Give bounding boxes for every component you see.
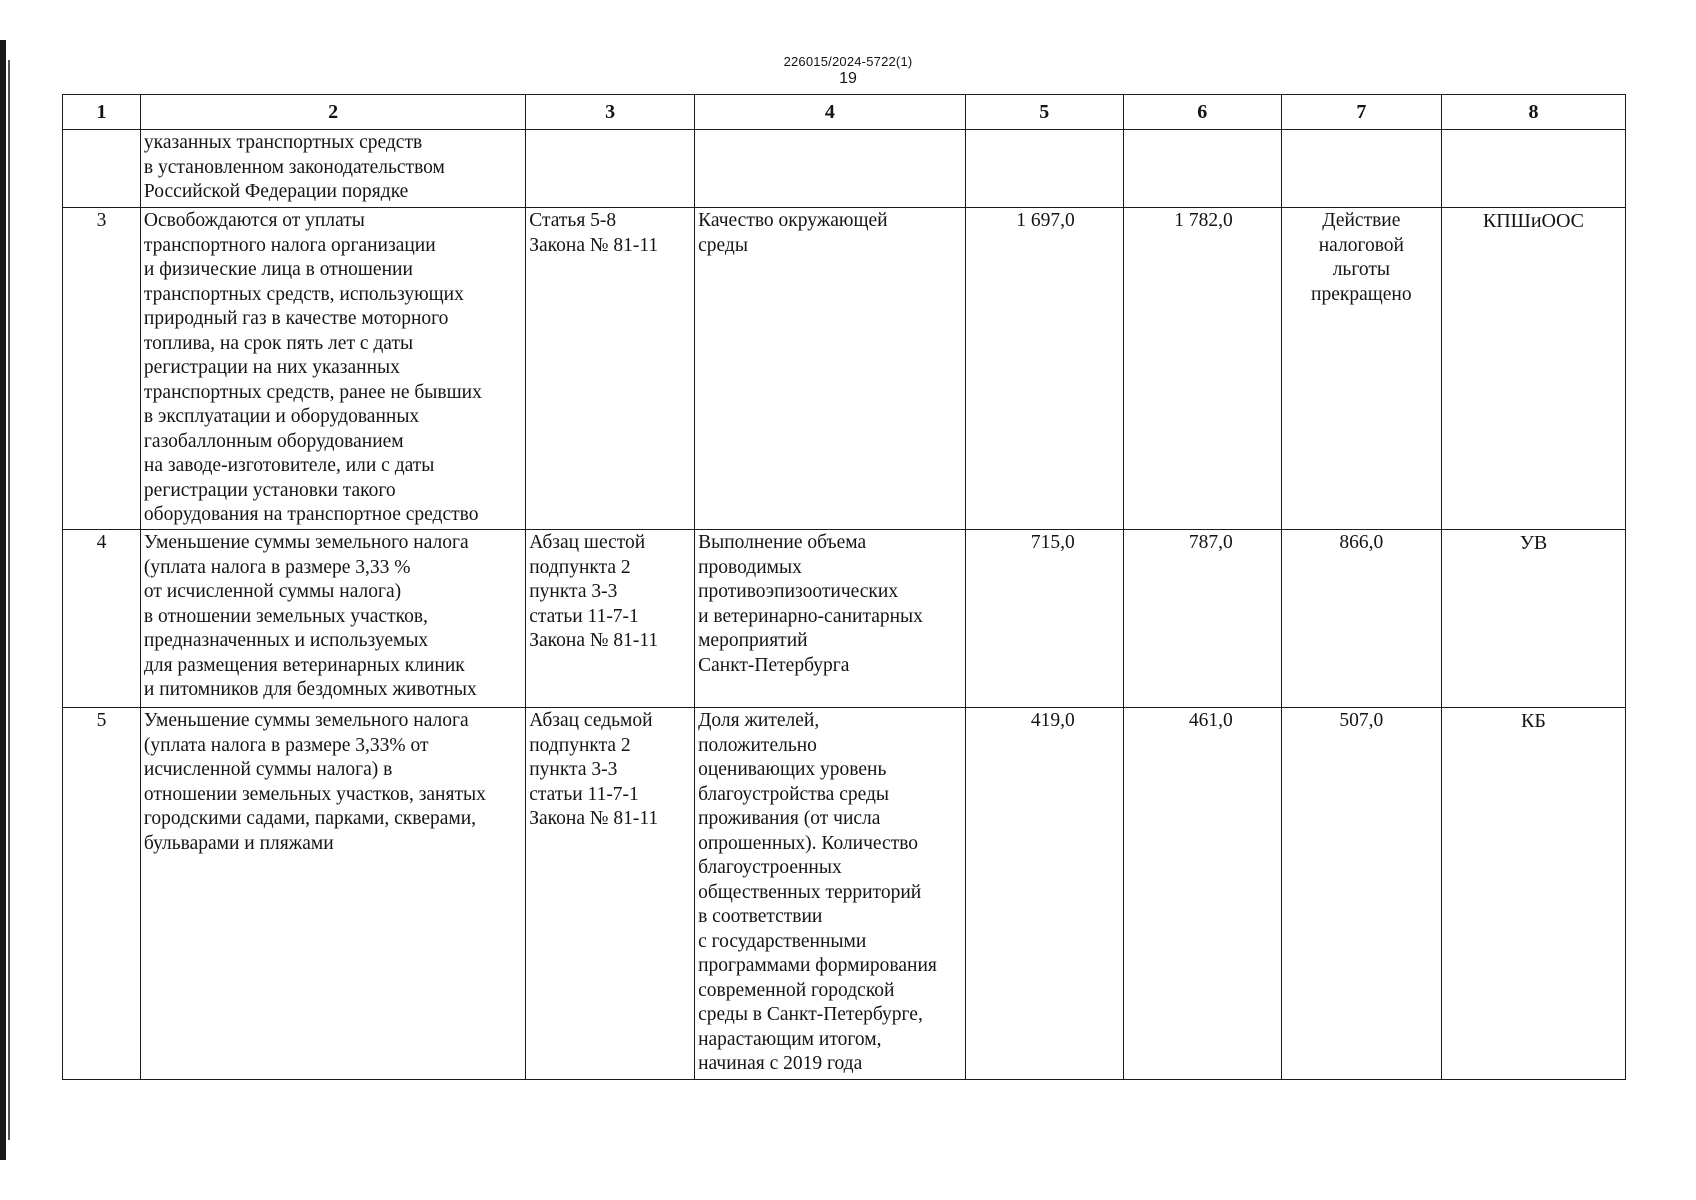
column-header-5: 5 [965, 95, 1123, 130]
column-header-6: 6 [1123, 95, 1281, 130]
row-number [63, 130, 141, 208]
value-col7 [1281, 130, 1441, 208]
benefit-description: Уменьшение суммы земельного налога (уплата налога в размере 3,33 % от исчисленной суммы налога) в отношении земельных участков, предназначенных и используемых для размещения ветеринарных клиник и питомников для бездомных животных [140, 530, 525, 708]
benefits-table [62, 94, 1626, 1080]
legal-basis [526, 130, 695, 208]
header-row [63, 95, 1626, 130]
value-col5: 715,0 [965, 530, 1123, 708]
curator-code: КБ [1441, 708, 1625, 1080]
value-col7: Действие налоговой льготы прекращено [1281, 208, 1441, 530]
target-indicator: Доля жителей, положительно оценивающих уровень благоустройства среды проживания (от числа опрошенных). Количество благоустроенных общественных территорий в соответствии с государственными программами формирования современной городской среды в Санкт-Петербурге, нарастающим итогом, начиная с 2019 года [695, 708, 966, 1080]
curator-code [1441, 130, 1625, 208]
document-id: 226015/2024-5722(1) [783, 54, 913, 69]
legal-basis: Абзац седьмой подпункта 2 пункта 3-3 статьи 11-7-1 Закона № 81-11 [526, 708, 695, 1080]
benefit-description: Освобождаются от уплаты транспортного налога организации и физические лица в отношении транспортных средств, использующих природный газ в качестве моторного топлива, на срок пять лет с даты регистрации на них указанных транспортных средств, ранее не бывших в эксплуатации и оборудованных газобаллонным оборудованием на заводе-изготовителе, или с даты регистрации установки такого оборудования на транспортное средство [140, 208, 525, 530]
column-header-4: 4 [695, 95, 966, 130]
table-row [63, 130, 1626, 208]
value-col6: 787,0 [1123, 530, 1281, 708]
row-number: 3 [63, 208, 141, 530]
value-col7: 866,0 [1281, 530, 1441, 708]
column-header-7: 7 [1281, 95, 1441, 130]
target-indicator: Выполнение объема проводимых противоэпизоотических и ветеринарно-санитарных мероприятий Санкт-Петербурга [695, 530, 966, 708]
value-col5: 1 697,0 [965, 208, 1123, 530]
table-row [63, 530, 1626, 708]
value-col5 [965, 130, 1123, 208]
table-row [63, 708, 1626, 1080]
curator-code: КПШиООС [1441, 208, 1625, 530]
benefit-description: Уменьшение суммы земельного налога (уплата налога в размере 3,33% от исчисленной суммы налога) в отношении земельных участков, занятых городскими садами, парками, скверами, бульварами и пляжами [140, 708, 525, 1080]
column-header-2: 2 [140, 95, 525, 130]
value-col6 [1123, 130, 1281, 208]
value-col7: 507,0 [1281, 708, 1441, 1080]
value-col6: 1 782,0 [1123, 208, 1281, 530]
legal-basis: Статья 5-8 Закона № 81-11 [526, 208, 695, 530]
value-col5: 419,0 [965, 708, 1123, 1080]
column-header-1: 1 [63, 95, 141, 130]
table-row [63, 208, 1626, 530]
row-number: 5 [63, 708, 141, 1080]
row-number: 4 [63, 530, 141, 708]
value-col6: 461,0 [1123, 708, 1281, 1080]
curator-code: УВ [1441, 530, 1625, 708]
scan-edge-mark [0, 40, 6, 1160]
column-header-3: 3 [526, 95, 695, 130]
target-indicator: Качество окружающей среды [695, 208, 966, 530]
benefit-description: указанных транспортных средств в установленном законодательством Российской Федерации порядке [140, 130, 525, 208]
column-header-8: 8 [1441, 95, 1625, 130]
scan-edge-mark-thin [8, 60, 10, 1140]
page-number: 19 [839, 70, 857, 87]
target-indicator [695, 130, 966, 208]
legal-basis: Абзац шестой подпункта 2 пункта 3-3 статьи 11-7-1 Закона № 81-11 [526, 530, 695, 708]
